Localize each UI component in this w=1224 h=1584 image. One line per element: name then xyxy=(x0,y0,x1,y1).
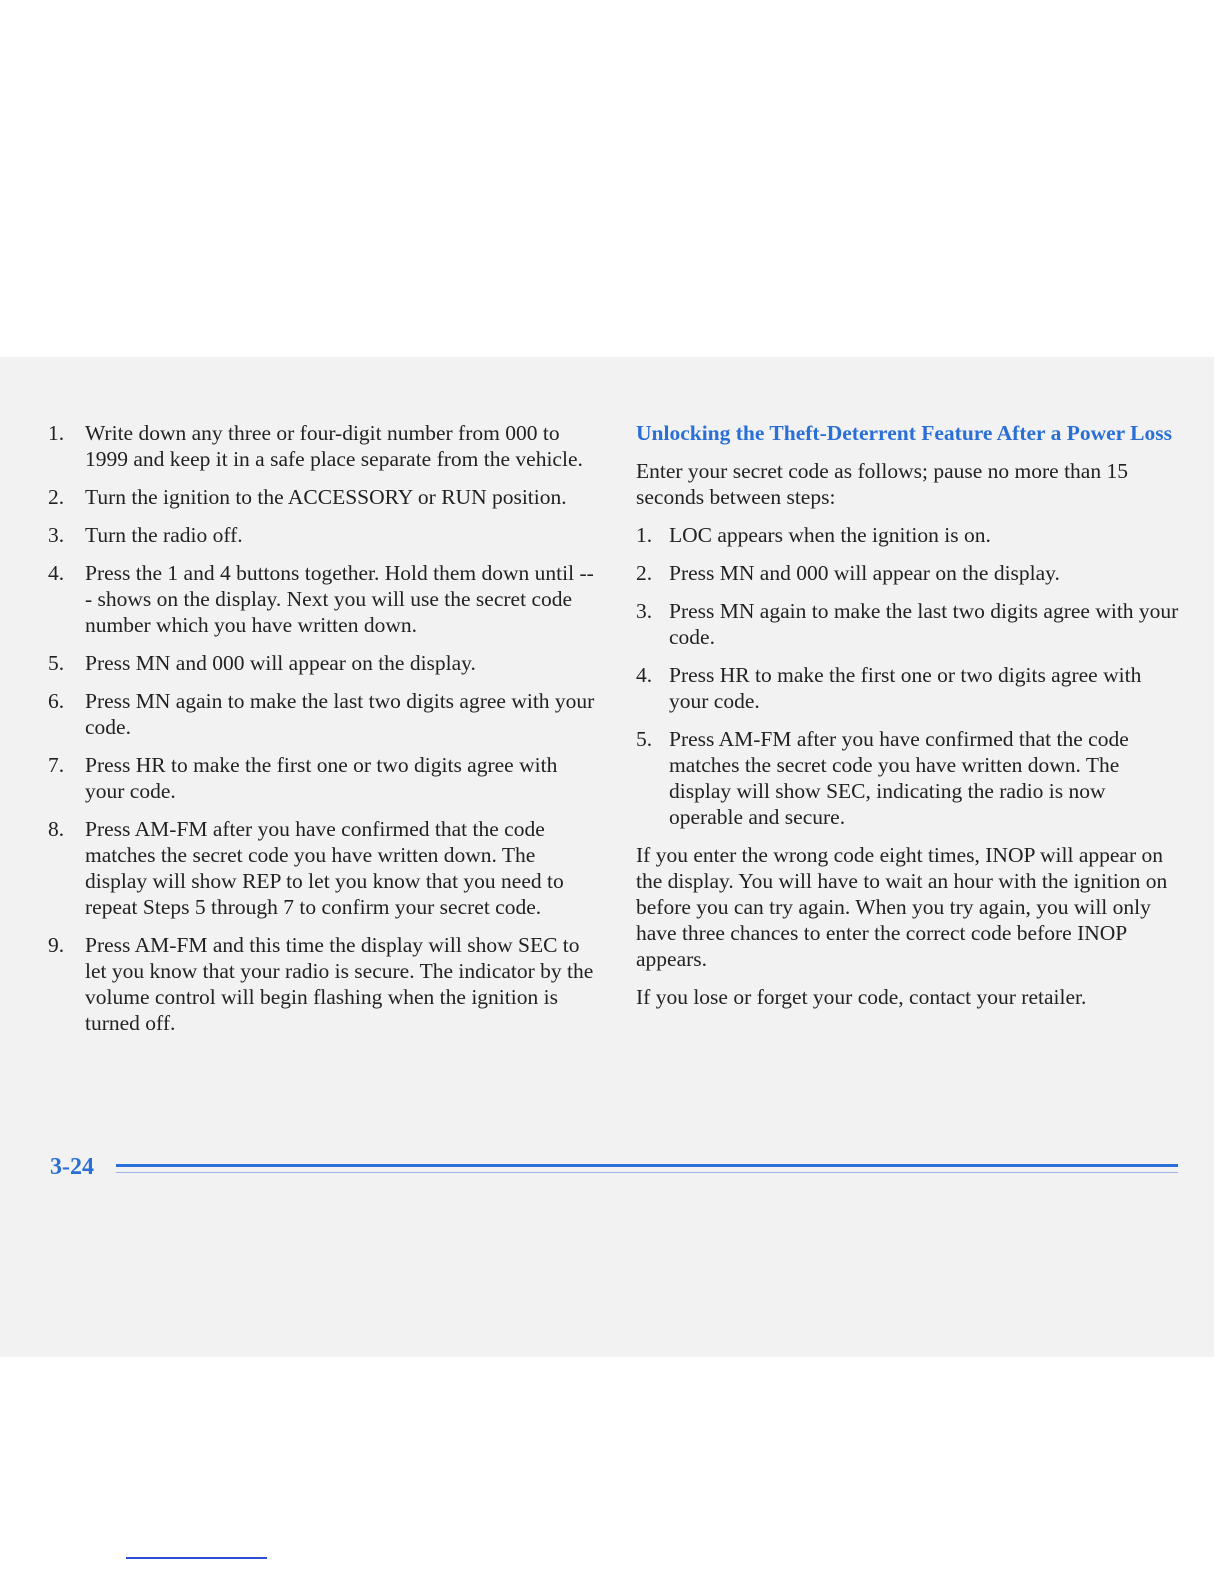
list-item xyxy=(48,484,598,510)
list-item xyxy=(48,650,598,676)
list-item xyxy=(48,816,598,920)
step-text: Press MN again to make the last two digits agree with your code. xyxy=(85,689,595,739)
right-column xyxy=(636,420,1184,1022)
step-text: Turn the ignition to the ACCESSORY or RUN position. xyxy=(85,485,567,509)
list-item xyxy=(48,752,598,804)
step-text: Press the 1 and 4 buttons together. Hold them down until --- shows on the display. Next you will use the secret code number which you have written down. xyxy=(85,561,594,637)
step-number: 3. xyxy=(48,523,65,547)
step-text: LOC appears when the ignition is on. xyxy=(669,523,991,547)
step-number: 3. xyxy=(636,599,653,623)
inop-paragraph: If you enter the wrong code eight times, INOP will appear on the display. You will have to wait an hour with the ignition on before you can try again. When you try again, you will only have three chances to enter the correct code before INOP appears. xyxy=(636,843,1168,971)
footer-rule xyxy=(116,1164,1178,1167)
intro-paragraph: Enter your secret code as follows; pause no more than 15 seconds between steps: xyxy=(636,459,1128,509)
list-item xyxy=(48,522,598,548)
list-item xyxy=(636,662,1184,714)
left-column xyxy=(48,420,598,1048)
step-number: 5. xyxy=(636,727,653,751)
unlock-steps-list xyxy=(636,522,1184,830)
step-number: 5. xyxy=(48,651,65,675)
step-number: 1. xyxy=(636,523,653,547)
step-number: 4. xyxy=(636,663,653,687)
page-number: 3-24 xyxy=(50,1154,94,1180)
step-number: 7. xyxy=(48,753,65,777)
step-text: Press MN and 000 will appear on the display. xyxy=(669,561,1060,585)
list-item xyxy=(636,726,1184,830)
step-number: 1. xyxy=(48,421,65,445)
step-text: Press AM-FM after you have confirmed that the code matches the secret code you have written down. The display will show SEC, indicating the radio is now operable and secure. xyxy=(669,727,1129,829)
step-text: Turn the radio off. xyxy=(85,523,243,547)
footer-rule-thin xyxy=(116,1172,1178,1173)
step-number: 4. xyxy=(48,561,65,585)
step-text: Press MN again to make the last two digits agree with your code. xyxy=(669,599,1179,649)
step-number: 8. xyxy=(48,817,65,841)
list-item xyxy=(636,598,1184,650)
list-item xyxy=(48,560,598,638)
step-text: Write down any three or four-digit number from 000 to 1999 and keep it in a safe place separate from the vehicle. xyxy=(85,421,583,471)
list-item xyxy=(636,560,1184,586)
step-number: 9. xyxy=(48,933,65,957)
list-item xyxy=(48,688,598,740)
page-footer xyxy=(50,1152,1180,1182)
setup-steps-list xyxy=(48,420,598,1036)
section-heading: Unlocking the Theft-Deterrent Feature After a Power Loss xyxy=(636,421,1173,445)
lose-code-paragraph: If you lose or forget your code, contact your retailer. xyxy=(636,985,1087,1009)
step-text: Press HR to make the first one or two digits agree with your code. xyxy=(85,753,558,803)
bottom-divider xyxy=(126,1557,267,1559)
step-text: Press AM-FM after you have confirmed that the code matches the secret code you have written down. The display will show REP to let you know that you need to repeat Steps 5 through 7 to confirm your secret code. xyxy=(85,817,564,919)
step-number: 6. xyxy=(48,689,65,713)
list-item xyxy=(48,932,598,1036)
step-number: 2. xyxy=(48,485,65,509)
list-item xyxy=(636,522,1184,548)
list-item xyxy=(48,420,598,472)
step-text: Press MN and 000 will appear on the display. xyxy=(85,651,476,675)
step-number: 2. xyxy=(636,561,653,585)
step-text: Press HR to make the first one or two digits agree with your code. xyxy=(669,663,1142,713)
step-text: Press AM-FM and this time the display will show SEC to let you know that your radio is secure. The indicator by the volume control will begin flashing when the ignition is turned off. xyxy=(85,933,594,1035)
